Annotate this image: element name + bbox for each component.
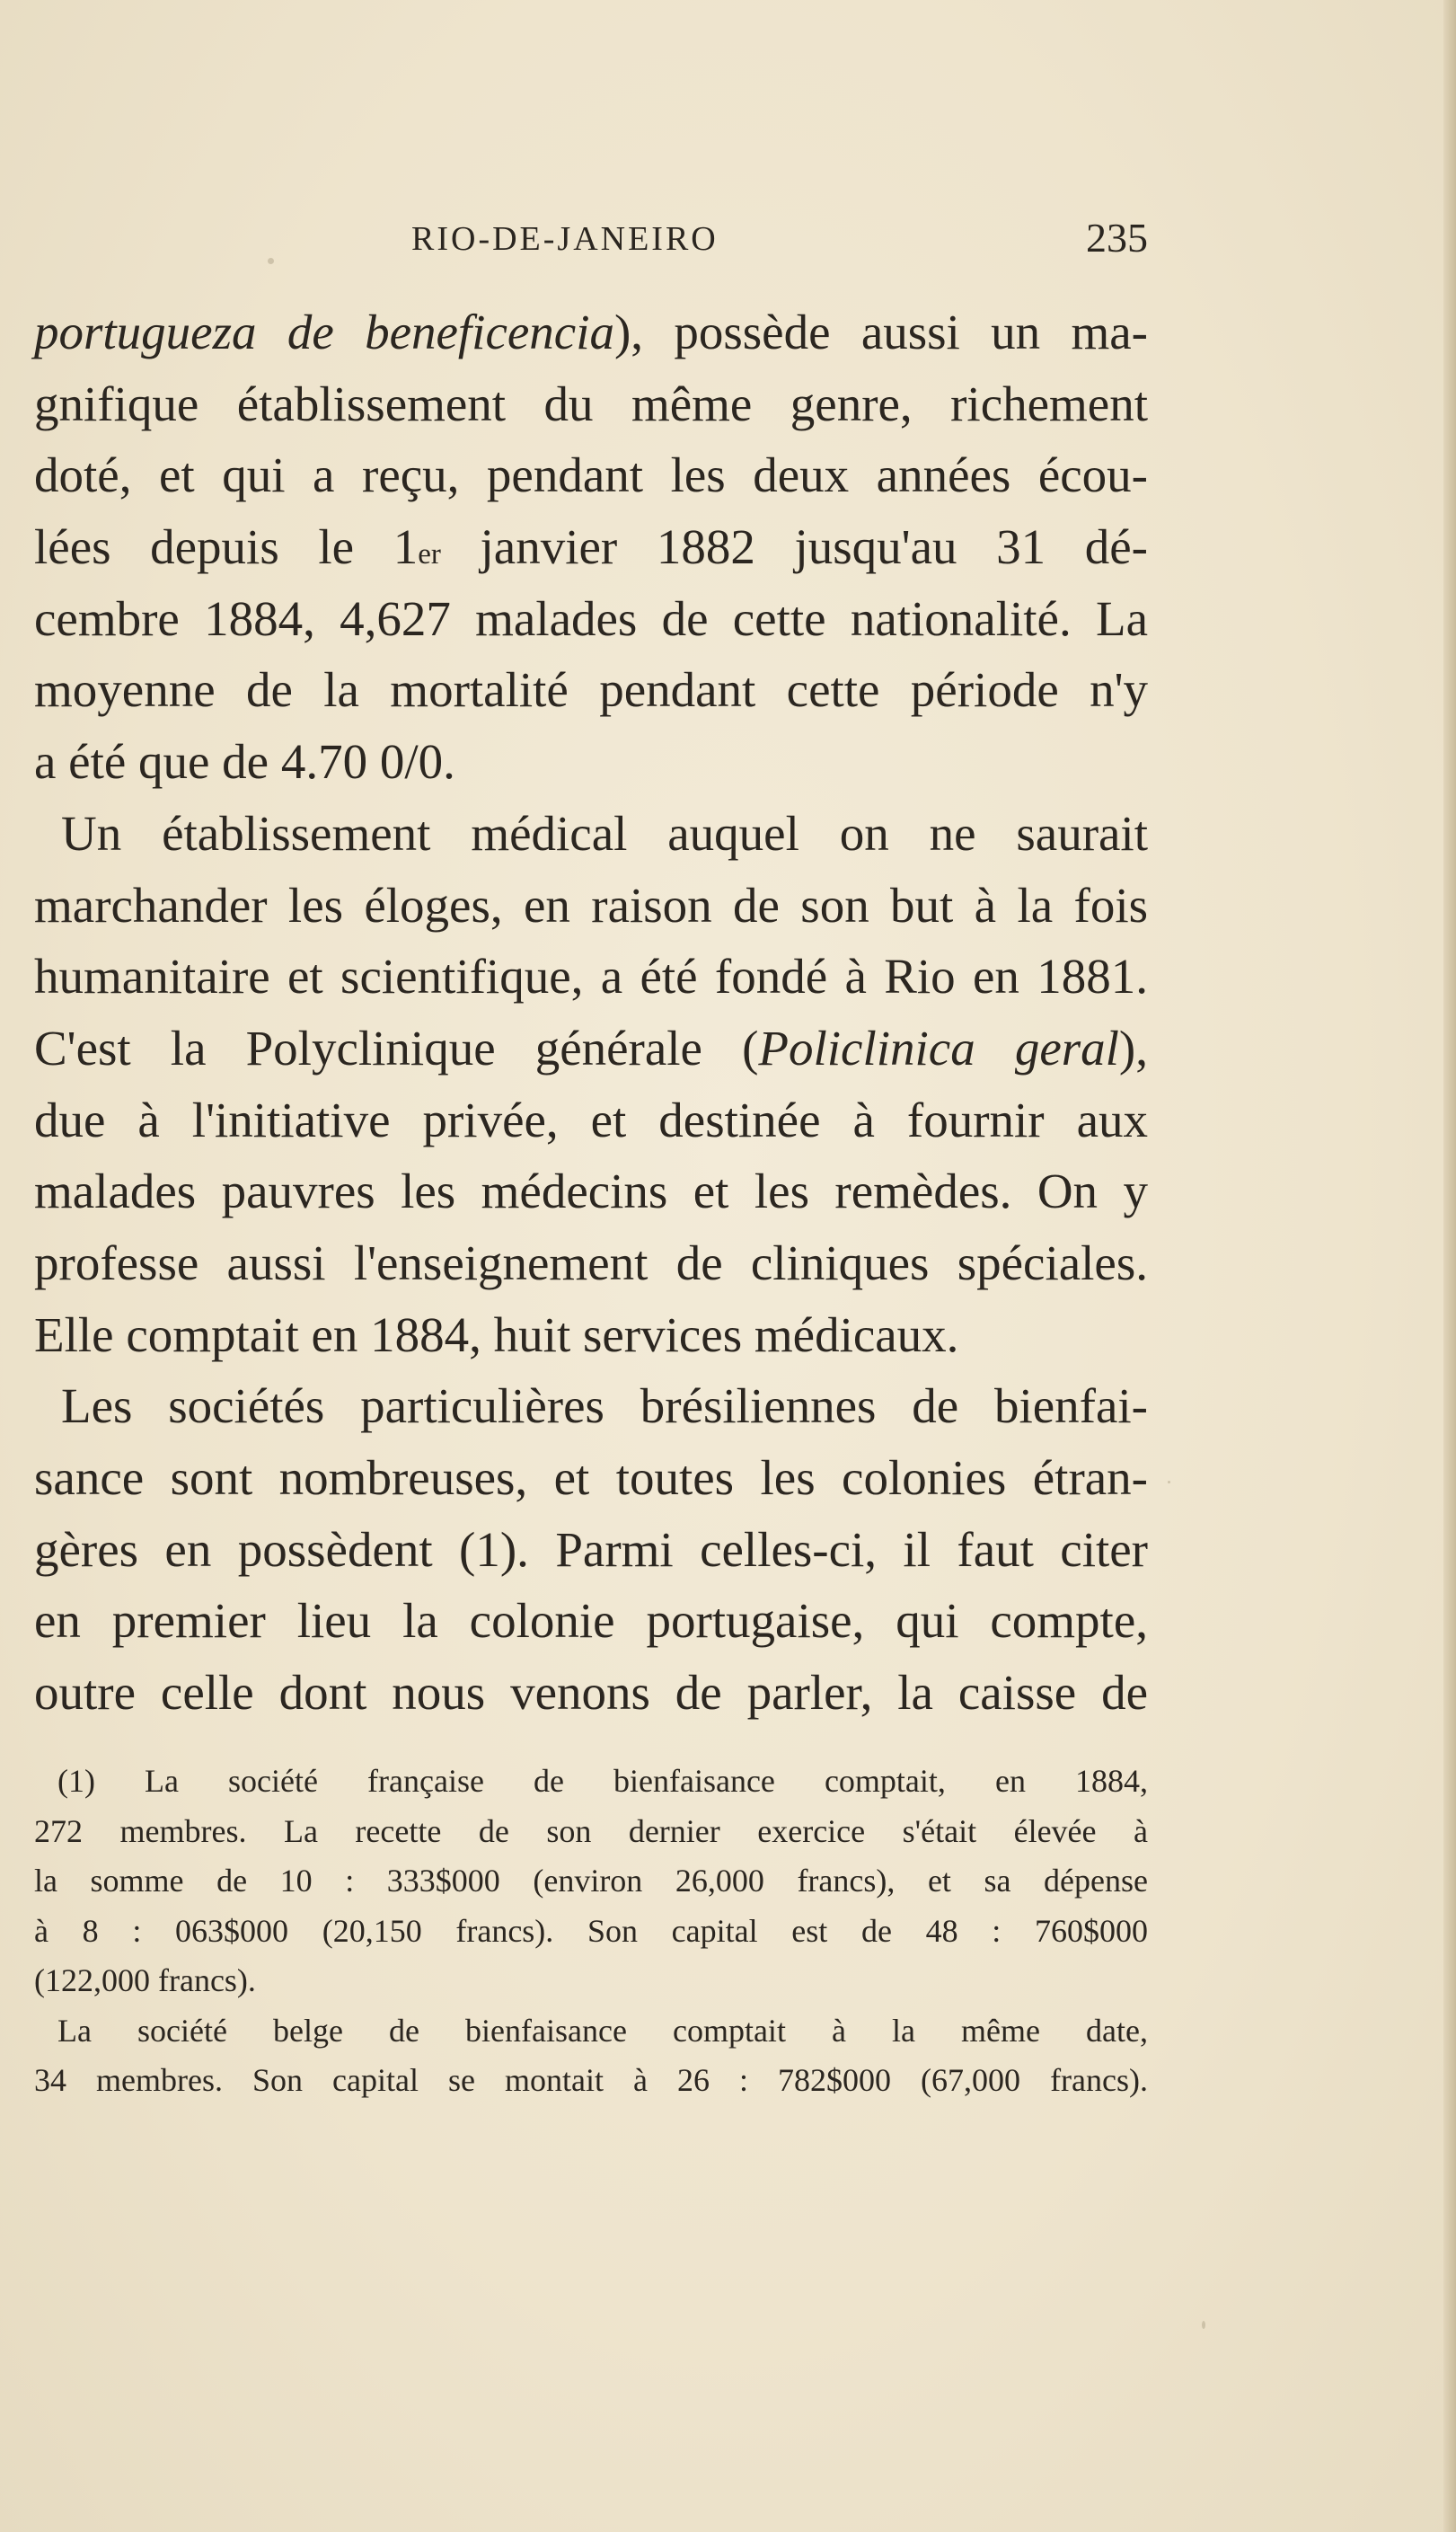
footnote-line: La société belge de bienfaisance comptait à la même date, <box>57 2012 1148 2049</box>
text-line: doté, et qui a reçu, pendant les deux années écou- <box>34 447 1148 503</box>
text-fragment: lées depuis le 1 <box>34 519 419 575</box>
text-line: Elle comptait en 1884, huit services médicaux. <box>34 1306 959 1362</box>
text-line: moyenne de la mortalité pendant cette période n'y <box>34 662 1148 718</box>
italic-title: Policlinica geral <box>758 1020 1119 1076</box>
paper-speck <box>1168 1481 1170 1483</box>
text-line: gnifique établissement du même genre, richement <box>34 376 1148 431</box>
text-line: due à l'initiative privée, et destinée à fournir aux <box>34 1092 1148 1147</box>
footnote <box>34 1757 1148 2106</box>
running-head: RIO-DE-JANEIRO <box>411 220 719 258</box>
text-fragment: janvier 1882 jusqu'au 31 dé- <box>440 519 1148 575</box>
body-text <box>34 297 1148 1729</box>
paper-speck <box>1202 2321 1205 2329</box>
page-edge <box>1443 0 1456 2532</box>
text-line: professe aussi l'enseignement de cliniques spéciales. <box>34 1235 1148 1290</box>
page-header <box>34 214 1148 268</box>
text-line <box>34 1013 1148 1085</box>
text-fragment: ), possède aussi un ma- <box>613 305 1148 359</box>
text-line: Les sociétés particulières brésiliennes de bienfai- <box>61 1378 1148 1434</box>
footnote-line: 34 membres. Son capital se montait à 26 : 782$000 (67,000 francs). <box>34 2062 1148 2098</box>
text-fragment: ), <box>1118 1020 1148 1076</box>
text-line: en premier lieu la colonie portugaise, qui compte, <box>34 1593 1148 1649</box>
footnote-line: (122,000 francs). <box>34 1962 256 1998</box>
footnote-line: la somme de 10 : 333$000 (environ 26,000 francs), et sa dépense <box>34 1863 1148 1899</box>
footnote-line: 272 membres. La recette de son dernier exercice s'était élevée à <box>34 1812 1148 1849</box>
text-fragment: C'est la Polyclinique générale ( <box>34 1020 759 1076</box>
text-line: outre celle dont nous venons de parler, la caisse de <box>34 1665 1148 1721</box>
footnote-line: (1) La société française de bienfaisance comptait, en 1884, <box>57 1763 1148 1799</box>
text-line: a été que de 4.70 0/0. <box>34 734 455 790</box>
text-line: marchander les éloges, en raison de son but à la fois <box>34 877 1148 933</box>
italic-title: portugueza de beneficencia <box>34 305 614 359</box>
superscript: er <box>418 538 441 571</box>
page-number: 235 <box>1086 215 1148 261</box>
text-line <box>34 297 1148 368</box>
text-line: gères en possèdent (1). Parmi celles-ci, il faut citer <box>34 1521 1148 1577</box>
text-line <box>34 511 1148 583</box>
text-line: malades pauvres les médecins et les remèdes. On y <box>34 1164 1148 1219</box>
footnote-line: à 8 : 063$000 (20,150 francs). Son capital est de 48 : 760$000 <box>34 1912 1148 1949</box>
text-line: sance sont nombreuses, et toutes les colonies étran- <box>34 1450 1148 1505</box>
text-line: humanitaire et scientifique, a été fondé à Rio en 1881. <box>34 949 1148 1005</box>
text-line: cembre 1884, 4,627 malades de cette nationalité. La <box>34 590 1148 646</box>
text-line: Un établissement médical auquel on ne saurait <box>61 805 1148 861</box>
